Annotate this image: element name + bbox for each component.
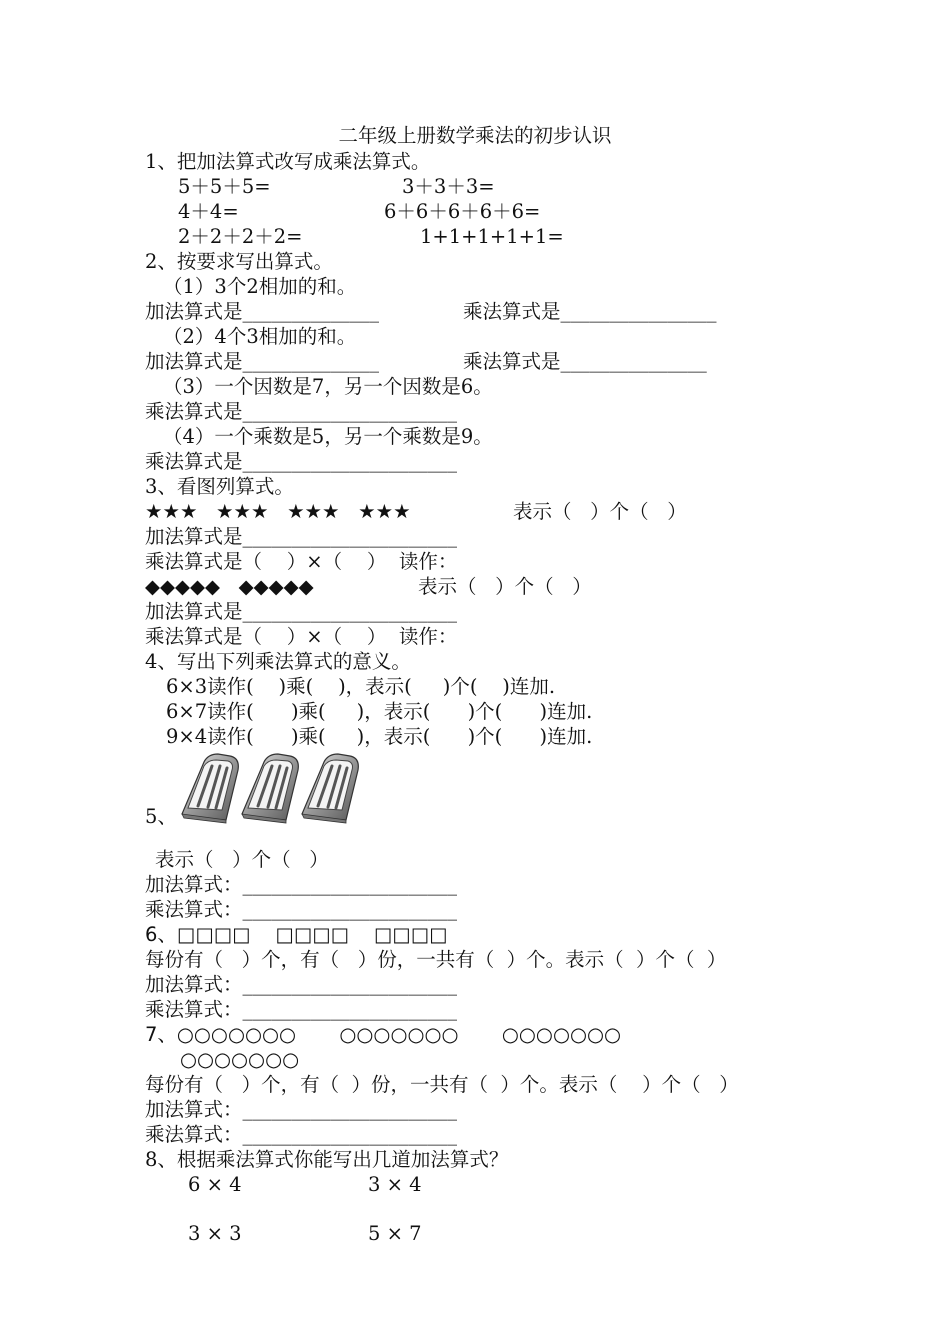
q8-item: 3 × 4: [368, 1173, 422, 1196]
q5-addition-line: 加法算式：______________________: [145, 873, 458, 896]
q8-item: 5 × 7: [368, 1222, 422, 1245]
pencil-case-3: [302, 754, 358, 823]
pencil-case-icon: [178, 752, 360, 824]
q8-item: 6 × 4: [188, 1173, 242, 1196]
q7-question: 每份有（ ）个，有（ ）份，一共有（ ）个。表示（ ）个（ ）: [145, 1073, 739, 1096]
q4-line: 9×4读作( )乘( )，表示( )个( )连加.: [166, 725, 593, 748]
q5-represents: 表示（ ）个（ ）: [155, 848, 329, 871]
q1-item: 2＋2＋2＋2=: [178, 225, 303, 248]
q4-heading: 4、写出下列乘法算式的意义。: [145, 650, 411, 673]
q3-addition-line-1: 加法算式是______________________: [145, 525, 458, 548]
pencil-case-1: [182, 754, 238, 823]
q7-multiplication-line: 乘法算式：______________________: [145, 1123, 458, 1146]
q3-multiplication-line-2: 乘法算式是（ ）×（ ） 读作：: [145, 625, 458, 648]
q1-item: 1+1+1+1+1=: [420, 225, 564, 248]
q2-p2-multiplication-line: 乘法算式是_______________: [463, 350, 707, 373]
q1-item: 5＋5＋5=: [178, 175, 271, 198]
q2-heading: 2、按要求写出算式。: [145, 250, 333, 273]
pencil-case-2: [242, 754, 298, 823]
q1-heading: 1、把加法算式改写成乘法算式。: [145, 150, 431, 173]
q2-part-4: （4）一个乘数是5，另一个乘数是9。: [163, 425, 493, 448]
star-groups: ★★★ ★★★ ★★★ ★★★: [145, 500, 411, 523]
q7-circle-row: ○○○○○○○: [180, 1048, 300, 1071]
q6-addition-line: 加法算式：______________________: [145, 973, 458, 996]
q2-p1-addition-line: 加法算式是______________: [145, 300, 380, 323]
diamond-groups: ◆◆◆◆◆ ◆◆◆◆◆: [145, 575, 314, 598]
q3-addition-line-2: 加法算式是______________________: [145, 600, 458, 623]
q7-addition-line: 加法算式：______________________: [145, 1098, 458, 1121]
q5-label: 5、: [145, 805, 177, 828]
q3-multiplication-line-1: 乘法算式是（ ）×（ ） 读作：: [145, 550, 458, 573]
q7-heading: 7、○○○○○○○ ○○○○○○○ ○○○○○○○: [145, 1023, 621, 1046]
q4-line: 6×7读作( )乘( )，表示( )个( )连加.: [166, 700, 593, 723]
q5-multiplication-line: 乘法算式：______________________: [145, 898, 458, 921]
q2-p1-multiplication-line: 乘法算式是________________: [463, 300, 717, 323]
q2-p2-addition-line: 加法算式是______________: [145, 350, 380, 373]
q4-line: 6×3读作( )乘( )，表示( )个( )连加.: [166, 675, 556, 698]
q2-part-3: （3）一个因数是7，另一个因数是6。: [163, 375, 493, 398]
q2-p4-multiplication-line: 乘法算式是______________________: [145, 450, 458, 473]
q8-item: 3 × 3: [188, 1222, 242, 1245]
page-title: 二年级上册数学乘法的初步认识: [338, 124, 612, 147]
q6-heading: 6、□□□□ □□□□ □□□□: [145, 923, 448, 946]
q3-diamonds-represents: 表示（ ）个（ ）: [418, 575, 592, 598]
q6-question: 每份有（ ）个，有（ ）份，一共有（ ）个。表示（ ）个（ ）: [145, 948, 727, 971]
q1-item: 4＋4=: [178, 200, 239, 223]
q2-part-2: （2）4个3相加的和。: [163, 325, 357, 348]
q8-heading: 8、根据乘法算式你能写出几道加法算式？: [145, 1148, 509, 1171]
q3-heading: 3、看图列算式。: [145, 475, 294, 498]
q1-item: 3＋3＋3=: [402, 175, 495, 198]
q6-multiplication-line: 乘法算式：______________________: [145, 998, 458, 1021]
q1-item: 6＋6＋6＋6＋6=: [384, 200, 541, 223]
q2-part-1: （1）3个2相加的和。: [163, 275, 357, 298]
q2-p3-multiplication-line: 乘法算式是______________________: [145, 400, 458, 423]
q3-stars-represents: 表示（ ）个（ ）: [513, 500, 687, 523]
